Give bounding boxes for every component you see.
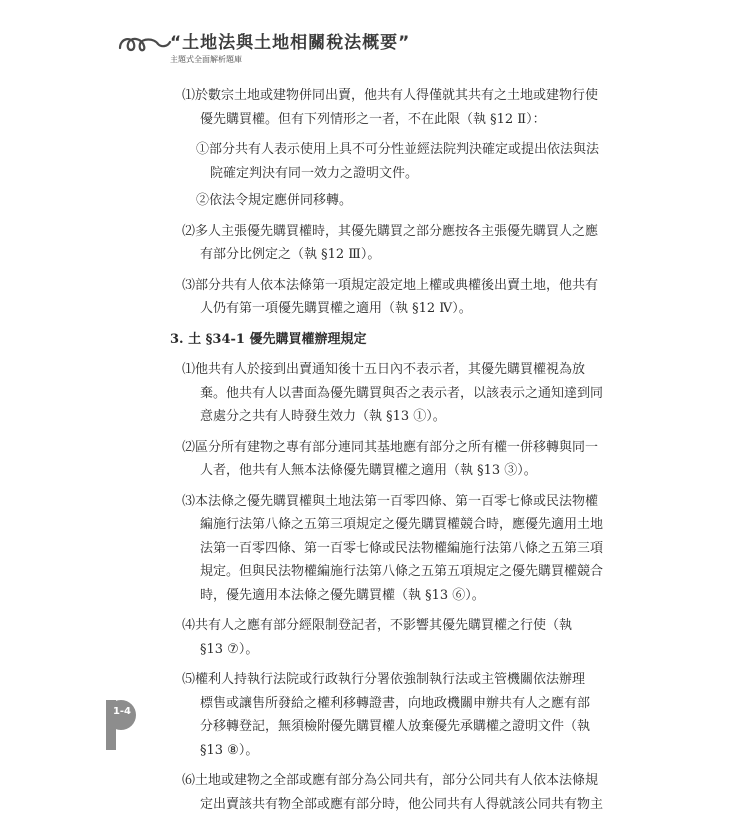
book-title: “土地法與土地相關稅法概要” <box>170 28 410 53</box>
numbered-paragraph <box>182 436 602 483</box>
paragraph-gap <box>162 131 602 138</box>
text-line: 人者，他共有人無本法條優先購買權之適用（執 §13 ③）。 <box>182 459 602 483</box>
numbered-paragraph <box>182 84 602 131</box>
numbered-paragraph <box>182 220 602 267</box>
text-line: 分移轉登記，無須檢附優先購買權人放棄優先承購權之證明文件（執 <box>182 715 602 739</box>
text-line: 有部分比例定之（執 §12 Ⅲ）。 <box>182 243 602 267</box>
text-line: 編施行法第八條之五第三項規定之優先購買權競合時，應優先適用土地 <box>182 513 602 537</box>
paragraph-gap <box>162 351 602 358</box>
text-line: 棄。他共有人以書面為優先購買與否之表示者，以該表示之通知達到同 <box>182 382 602 406</box>
numbered-paragraph <box>182 358 602 429</box>
numbered-paragraph <box>182 490 602 608</box>
text-line: 規定。但與民法物權編施行法第八條之五第五項規定之優先購買權競合 <box>182 560 602 584</box>
page-header <box>118 22 438 70</box>
text-line: ⑴他共有人於接到出賣通知後十五日內不表示者，其優先購買權視為放 <box>182 358 602 382</box>
text-line: ⑵區分所有建物之專有部分連同其基地應有部分之所有權一併移轉與同一 <box>182 436 602 460</box>
paragraph-gap <box>162 762 602 769</box>
paragraph-gap <box>162 661 602 668</box>
paragraph-gap <box>162 429 602 436</box>
text-line: 法第一百零四條、第一百零七條或民法物權編施行法第八條之五第三項 <box>182 537 602 561</box>
sub-item-paragraph <box>196 189 602 213</box>
text-line: 3. 土 §34-1 優先購買權辦理規定 <box>170 332 366 347</box>
text-line: ⑵多人主張優先購買權時，其優先購買之部分應按各主張優先購買人之應 <box>182 220 602 244</box>
numbered-paragraph <box>182 274 602 321</box>
paragraph-gap <box>162 607 602 614</box>
numbered-paragraph <box>182 769 602 816</box>
paragraph-gap <box>162 321 602 328</box>
text-line: ⑹土地或建物之全部或應有部分為公同共有，部分公同共有人依本法條規 <box>182 769 602 793</box>
text-line: 時，優先適用本法條之優先購買權（執 §13 ⑥）。 <box>182 584 602 608</box>
text-line: ⑴於數宗土地或建物併同出賣，他共有人得僅就其共有之土地或建物行使 <box>182 84 602 108</box>
numbered-paragraph <box>182 668 602 762</box>
book-subtitle: 主題式全面解析題庫 <box>170 54 242 65</box>
sub-item-paragraph <box>196 138 602 185</box>
page-number: 1-4 <box>110 706 134 717</box>
swirl-ornament-icon <box>118 30 172 56</box>
text-line: §13 ⑦）。 <box>182 638 602 662</box>
numbered-paragraph <box>182 614 602 661</box>
text-line: 院確定判決有同一效力之證明文件。 <box>196 162 602 186</box>
text-line: §13 ⑧）。 <box>182 739 602 763</box>
text-line: 標售或讓售所發給之權利移轉證書，向地政機關申辦共有人之應有部 <box>182 692 602 716</box>
text-line: ⑶部分共有人依本法條第一項規定設定地上權或典權後出賣土地，他共有 <box>182 274 602 298</box>
text-line: ①部分共有人表示使用上具不可分性並經法院判決確定或提出依法與法 <box>196 138 602 162</box>
paragraph-gap <box>162 267 602 274</box>
text-line: ②依法令規定應併同移轉。 <box>196 189 602 213</box>
text-line: ⑶本法條之優先購買權與土地法第一百零四條、第一百零七條或民法物權 <box>182 490 602 514</box>
main-text <box>162 84 602 816</box>
paragraph-gap <box>162 483 602 490</box>
text-line: 定出賣該共有物全部或應有部分時，他公同共有人得就該公同共有物主 <box>182 793 602 816</box>
text-line: ⑷共有人之應有部分經限制登記者，不影響其優先購買權之行使（執 <box>182 614 602 638</box>
text-line: 人仍有第一項優先購買權之適用（執 §12 Ⅳ）。 <box>182 297 602 321</box>
text-line: ⑸權利人持執行法院或行政執行分署依強制執行法或主管機關依法辦理 <box>182 668 602 692</box>
section-heading <box>170 328 602 352</box>
text-line: 意處分之共有人時發生效力（執 §13 ①）。 <box>182 405 602 429</box>
paragraph-gap <box>162 213 602 220</box>
text-line: 優先購買權。但有下列情形之一者，不在此限（執 §12 Ⅱ）： <box>182 108 602 132</box>
